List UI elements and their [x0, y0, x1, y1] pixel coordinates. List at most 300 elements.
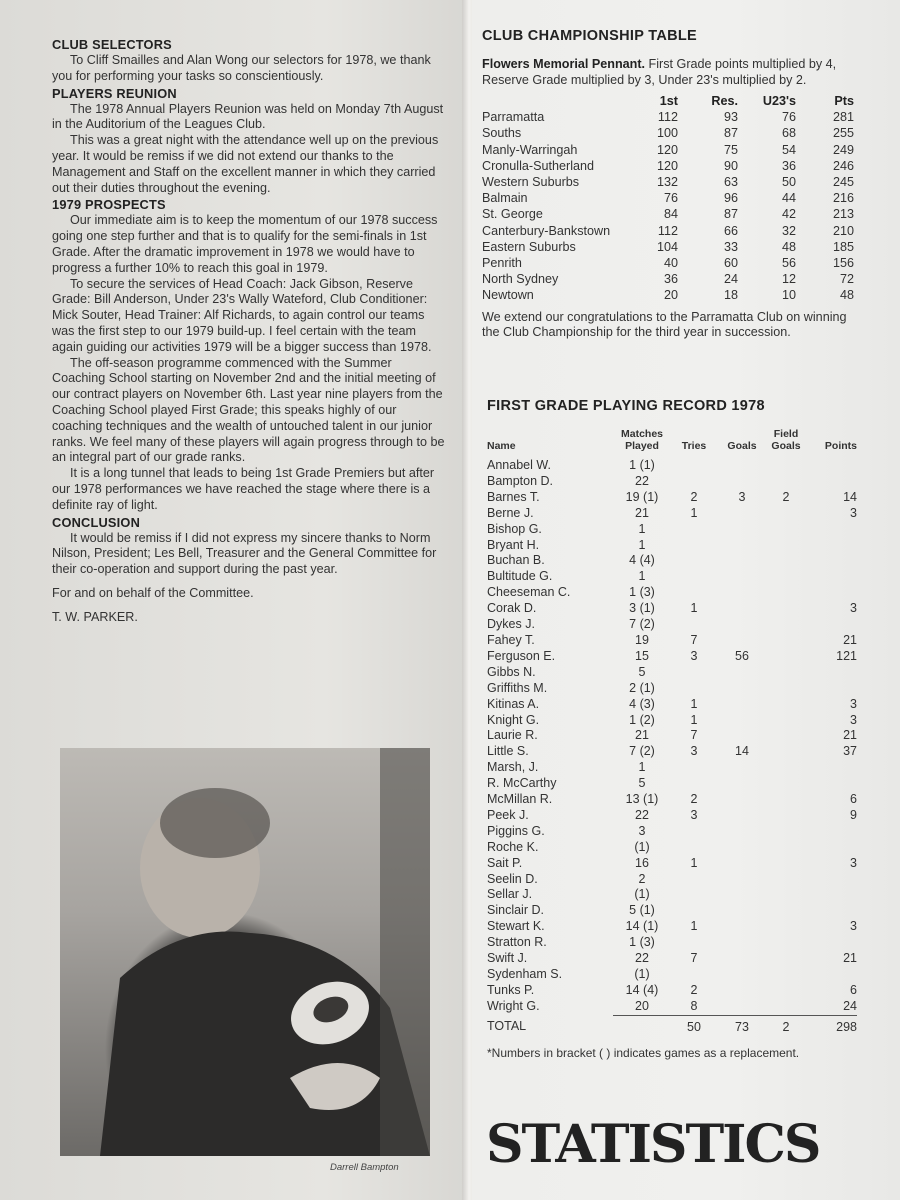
- total-row: [487, 1015, 857, 1035]
- total-matches-played-cell: [613, 1015, 671, 1035]
- matches-played-cell: 7 (2): [629, 744, 655, 759]
- player-row: [487, 840, 857, 856]
- matches-played-cell: 1: [638, 537, 646, 552]
- player-row: [487, 999, 857, 1015]
- total-field-goals-cell: 2: [767, 1015, 805, 1035]
- field-goals-cell: [767, 951, 805, 967]
- player-name-cell: Knight G.: [487, 712, 540, 727]
- championship-congrats: We extend our congratulations to the Parramatta Club on winning the Club Championship for the third year in succession.: [482, 309, 847, 340]
- field-goals-cell: [767, 728, 805, 744]
- club-selectors-heading: CLUB SELECTORS: [52, 37, 172, 52]
- tries-cell: [671, 665, 717, 681]
- points-cell: [805, 887, 857, 903]
- tries-cell: [671, 840, 717, 856]
- points-cell: [805, 840, 857, 856]
- col-header-goals: Goals: [727, 440, 757, 452]
- championship-table: [482, 93, 854, 304]
- points-cell: [805, 824, 857, 840]
- matches-played-cell: 19: [635, 632, 649, 647]
- club-points-cell: 246: [832, 158, 854, 173]
- tries-cell: 2: [690, 982, 698, 997]
- club-points-cell: 36: [781, 158, 796, 173]
- tries-cell: 1: [690, 712, 698, 727]
- prospects-text-3: The off-season programme commenced with the Summer Coaching School starting on November 2nd and the initial meeting of our contract players on November 6th. Last year nine players from the Coaching School played First Grade; this speaks highly of our coaching techniques and the wealth of untouched talent in our junior ranks. We feel many of these players will again progress through to be an integral part of our grade ranks.: [52, 355, 445, 465]
- club-points-cell: 18: [723, 288, 738, 303]
- championship-header-row: [482, 93, 854, 109]
- club-points-cell: 281: [832, 110, 854, 125]
- club-points-cell: 132: [656, 175, 678, 190]
- player-row: [487, 919, 857, 935]
- col-header-res: Res.: [711, 94, 738, 108]
- player-name-cell: Bampton D.: [487, 473, 554, 488]
- matches-played-cell: (1): [634, 887, 650, 902]
- tries-cell: 2: [690, 489, 698, 504]
- goals-cell: [717, 903, 767, 919]
- club-points-cell: 100: [656, 126, 678, 141]
- player-name-cell: Bryant H.: [487, 537, 540, 552]
- championship-row: [482, 158, 854, 174]
- playing-record-table: [487, 428, 857, 1036]
- tries-cell: 3: [690, 744, 698, 759]
- player-name-cell: Cheeseman C.: [487, 585, 571, 600]
- club-points-cell: 56: [781, 256, 796, 271]
- player-row: [487, 935, 857, 951]
- player-name-cell: Peek J.: [487, 807, 529, 822]
- field-goals-cell: [767, 569, 805, 585]
- player-row: [487, 681, 857, 697]
- goals-cell: [717, 601, 767, 617]
- matches-played-cell: (1): [634, 967, 650, 981]
- club-points-cell: 44: [781, 191, 796, 206]
- field-goals-cell: [767, 760, 805, 776]
- field-goals-cell: [767, 887, 805, 903]
- field-goals-cell: [767, 538, 805, 554]
- players-reunion-text-1: The 1978 Annual Players Reunion was held on Monday 7th August in the Auditorium of the Leagues Club.: [52, 101, 444, 132]
- goals-cell: [717, 856, 767, 872]
- prospects-heading: 1979 PROSPECTS: [52, 197, 166, 213]
- points-cell: [805, 681, 857, 697]
- goals-cell: [717, 983, 767, 999]
- player-row: [487, 776, 857, 792]
- tries-cell: [671, 824, 717, 840]
- prospects-text-4: It is a long tunnel that leads to being 1st Grade Premiers but after our 1978 performances we have reached the stage where there is a definite ray of light.: [52, 466, 435, 512]
- tries-cell: [671, 760, 717, 776]
- matches-played-cell: 21: [635, 505, 649, 520]
- tries-cell: 7: [690, 728, 698, 743]
- player-row: [487, 728, 857, 744]
- matches-played-cell: 1 (3): [629, 935, 655, 950]
- field-goals-cell: [767, 872, 805, 888]
- tries-cell: [671, 458, 717, 474]
- player-name-cell: Piggins G.: [487, 823, 545, 838]
- club-points-cell: 72: [839, 272, 854, 287]
- championship-section: [482, 28, 872, 341]
- field-goals-cell: [767, 474, 805, 490]
- total-tries-cell: 50: [671, 1015, 717, 1035]
- club-points-cell: 245: [832, 175, 854, 190]
- club-points-cell: 96: [723, 191, 738, 206]
- field-goals-cell: [767, 856, 805, 872]
- player-name-cell: Corak D.: [487, 601, 537, 616]
- matches-played-cell: 3: [638, 823, 646, 838]
- tries-cell: [671, 903, 717, 919]
- club-name: Western Suburbs: [482, 175, 580, 190]
- player-row: [487, 713, 857, 729]
- conclusion-text: It would be remiss if I did not express my sincere thanks to Norm Nilson, President; Les Bell, Treasurer and the General Committee for their co-operation and support during the past year.: [52, 530, 437, 577]
- goals-cell: [717, 681, 767, 697]
- player-name-cell: Bishop G.: [487, 521, 542, 536]
- points-cell: [805, 967, 857, 983]
- club-points-cell: 42: [781, 207, 796, 222]
- club-points-cell: 63: [723, 175, 738, 190]
- player-name-cell: Stratton R.: [487, 935, 547, 950]
- matches-played-cell: 16: [635, 855, 649, 870]
- playing-record-title: FIRST GRADE PLAYING RECORD 1978: [487, 398, 765, 414]
- club-name: Balmain: [482, 191, 528, 206]
- club-points-cell: 120: [656, 158, 678, 173]
- field-goals-cell: [767, 983, 805, 999]
- player-name-cell: Laurie R.: [487, 728, 538, 743]
- matches-played-cell: 1: [638, 760, 646, 775]
- goals-cell: [717, 935, 767, 951]
- col-header-u23: U23's: [762, 94, 796, 108]
- club-points-cell: 20: [663, 288, 678, 303]
- club-points-cell: 112: [657, 110, 678, 125]
- photo-caption: Darrell Bampton: [330, 1162, 399, 1173]
- championship-row: [482, 174, 854, 190]
- goals-cell: 14: [735, 744, 749, 759]
- matches-played-cell: 7 (2): [629, 617, 655, 632]
- player-name-cell: Kitinas A.: [487, 696, 540, 711]
- championship-row: [482, 109, 854, 125]
- players-reunion-heading: PLAYERS REUNION: [52, 85, 177, 101]
- left-column: [52, 36, 447, 626]
- player-row: [487, 538, 857, 554]
- club-name: Eastern Suburbs: [482, 239, 576, 254]
- goals-cell: [717, 792, 767, 808]
- championship-row: [482, 239, 854, 255]
- club-points-cell: 66: [723, 223, 738, 238]
- club-name: Penrith: [482, 256, 522, 271]
- field-goals-cell: 2: [782, 489, 790, 504]
- field-goals-cell: [767, 553, 805, 569]
- points-cell: [805, 474, 857, 490]
- championship-row: [482, 142, 854, 158]
- player-row: [487, 697, 857, 713]
- col-header-matches: Matches Played: [620, 428, 663, 452]
- tries-cell: [671, 776, 717, 792]
- player-name-cell: Bultitude G.: [487, 569, 553, 584]
- player-name-cell: Annabel W.: [487, 458, 551, 472]
- matches-played-cell: 19 (1): [625, 489, 659, 504]
- points-cell: 3: [850, 712, 857, 727]
- goals-cell: [717, 776, 767, 792]
- player-row: [487, 887, 857, 903]
- points-cell: [805, 776, 857, 792]
- points-cell: 3: [850, 696, 857, 711]
- points-cell: 9: [850, 807, 857, 822]
- player-name-cell: Barnes T.: [487, 489, 540, 504]
- field-goals-cell: [767, 776, 805, 792]
- matches-played-cell: 5 (1): [629, 903, 655, 918]
- player-name-cell: Sellar J.: [487, 887, 533, 902]
- matches-played-cell: 14 (1): [625, 919, 659, 934]
- matches-played-cell: 1 (1): [629, 458, 655, 472]
- player-name-cell: Swift J.: [487, 951, 528, 966]
- player-photo-illustration: [60, 748, 430, 1156]
- points-cell: 3: [850, 601, 857, 616]
- player-row: [487, 903, 857, 919]
- tries-cell: [671, 585, 717, 601]
- tries-cell: [671, 474, 717, 490]
- field-goals-cell: [767, 665, 805, 681]
- matches-played-cell: 4 (3): [629, 696, 655, 711]
- matches-played-cell: 2: [638, 871, 646, 886]
- club-points-cell: 93: [723, 110, 738, 125]
- playing-record-footnote: *Numbers in bracket ( ) indicates games as a replacement.: [487, 1045, 800, 1060]
- field-goals-cell: [767, 649, 805, 665]
- player-row: [487, 585, 857, 601]
- championship-intro-rest: First Grade points multiplied by 4, Reserve Grade multiplied by 3, Under 23's multiplied by 2.: [482, 57, 837, 87]
- club-points-cell: 156: [832, 256, 854, 271]
- championship-row: [482, 271, 854, 287]
- club-points-cell: 104: [656, 239, 678, 254]
- player-row: [487, 601, 857, 617]
- club-selectors-text: To Cliff Smailles and Alan Wong our selectors for 1978, we thank you for performing your tasks so conscientiously.: [52, 53, 431, 83]
- club-name: Newtown: [482, 288, 534, 303]
- col-header-tries: Tries: [681, 440, 707, 452]
- goals-cell: [717, 999, 767, 1015]
- matches-played-cell: 1 (3): [629, 585, 655, 600]
- field-goals-cell: [767, 617, 805, 633]
- matches-played-cell: 1 (2): [629, 712, 655, 727]
- player-name-cell: Little S.: [487, 744, 529, 759]
- field-goals-cell: [767, 792, 805, 808]
- tries-cell: 7: [690, 951, 698, 966]
- club-name: Manly-Warringah: [482, 142, 578, 157]
- points-cell: [805, 522, 857, 538]
- club-name: Canterbury-Bankstown: [482, 223, 611, 238]
- player-name-cell: Gibbs N.: [487, 664, 536, 679]
- field-goals-cell: [767, 458, 805, 474]
- goals-cell: [717, 824, 767, 840]
- player-row: [487, 617, 857, 633]
- player-row: [487, 522, 857, 538]
- points-cell: 3: [850, 919, 857, 934]
- tries-cell: 8: [690, 998, 698, 1013]
- club-name: St. George: [482, 207, 543, 222]
- tries-cell: [671, 553, 717, 569]
- club-points-cell: 40: [663, 256, 678, 271]
- tries-cell: 1: [690, 855, 698, 870]
- tries-cell: 2: [690, 792, 698, 807]
- points-cell: [805, 617, 857, 633]
- total-player-name-cell: TOTAL: [487, 1019, 527, 1034]
- goals-cell: [717, 808, 767, 824]
- points-cell: [805, 665, 857, 681]
- player-row: [487, 951, 857, 967]
- player-name-cell: Wright G.: [487, 999, 540, 1014]
- championship-row: [482, 190, 854, 206]
- club-points-cell: 213: [832, 207, 854, 222]
- goals-cell: [717, 840, 767, 856]
- matches-played-cell: 22: [635, 951, 649, 966]
- player-name-cell: Seelin D.: [487, 871, 538, 886]
- player-name-cell: Stewart K.: [487, 919, 545, 934]
- field-goals-cell: [767, 697, 805, 713]
- goals-cell: [717, 887, 767, 903]
- player-photo: [60, 748, 430, 1156]
- points-cell: 3: [850, 505, 857, 520]
- field-goals-cell: [767, 903, 805, 919]
- matches-played-cell: 21: [635, 728, 649, 743]
- player-row: [487, 760, 857, 776]
- tries-cell: [671, 967, 717, 983]
- player-name-cell: Sinclair D.: [487, 903, 544, 918]
- goals-cell: [717, 967, 767, 983]
- matches-played-cell: 5: [638, 776, 646, 791]
- points-cell: 21: [843, 728, 857, 743]
- goals-cell: [717, 474, 767, 490]
- player-row: [487, 458, 857, 474]
- matches-played-cell: (1): [634, 839, 650, 854]
- player-row: [487, 665, 857, 681]
- prospects-text-1: Our immediate aim is to keep the momentum of our 1978 success going one step further and that is to qualify for the semi-finals in 1st Grade. After the dramatic improvement in 1978 we would have to progress a further 10% to reach this goal in 1979.: [52, 213, 438, 275]
- player-row: [487, 856, 857, 872]
- points-cell: [805, 569, 857, 585]
- col-header-name: Name: [487, 440, 516, 452]
- tries-cell: 1: [690, 696, 698, 711]
- player-row: [487, 808, 857, 824]
- tries-cell: 3: [690, 807, 698, 822]
- club-points-cell: 255: [832, 126, 854, 141]
- player-row: [487, 983, 857, 999]
- club-points-cell: 120: [656, 142, 678, 157]
- player-name-cell: Berne J.: [487, 505, 534, 520]
- player-row: [487, 506, 857, 522]
- points-cell: 3: [850, 855, 857, 870]
- player-row: [487, 872, 857, 888]
- club-points-cell: 76: [663, 191, 678, 206]
- player-row: [487, 649, 857, 665]
- col-header-field-goals: Field Goals: [771, 428, 801, 452]
- goals-cell: [717, 585, 767, 601]
- club-name: Cronulla-Sutherland: [482, 158, 595, 173]
- matches-played-cell: 22: [635, 473, 649, 488]
- club-points-cell: 112: [657, 223, 678, 238]
- goals-cell: [717, 633, 767, 649]
- player-name-cell: Ferguson E.: [487, 648, 556, 663]
- championship-intro-bold: Flowers Memorial Pennant.: [482, 57, 646, 71]
- club-points-cell: 90: [723, 158, 738, 173]
- goals-cell: [717, 951, 767, 967]
- points-cell: [805, 872, 857, 888]
- player-name-cell: Griffiths M.: [487, 680, 548, 695]
- tries-cell: [671, 681, 717, 697]
- player-row: [487, 967, 857, 983]
- players-reunion-text-2: This was a great night with the attendance well up on the previous year. It would be remiss if we did not extend our thanks to the Management and Staff on the excellent manner in which they carried out their duties throughout the evening.: [52, 133, 439, 195]
- tries-cell: [671, 569, 717, 585]
- field-goals-cell: [767, 808, 805, 824]
- goals-cell: [717, 522, 767, 538]
- goals-cell: [717, 553, 767, 569]
- playing-record-section: [487, 398, 877, 1060]
- club-points-cell: 33: [723, 239, 738, 254]
- tries-cell: 1: [690, 601, 698, 616]
- player-name-cell: Sait P.: [487, 855, 523, 870]
- col-header-points: Points: [824, 440, 857, 452]
- goals-cell: [717, 569, 767, 585]
- points-cell: 21: [843, 951, 857, 966]
- field-goals-cell: [767, 824, 805, 840]
- matches-played-cell: 4 (4): [629, 553, 655, 568]
- field-goals-cell: [767, 713, 805, 729]
- field-goals-cell: [767, 522, 805, 538]
- goals-cell: [717, 538, 767, 554]
- total-goals-cell: 73: [717, 1015, 767, 1035]
- player-name-cell: McMillan R.: [487, 792, 553, 807]
- statistics-banner: STATISTICS: [486, 1114, 820, 1175]
- points-cell: [805, 585, 857, 601]
- club-points-cell: 249: [832, 142, 854, 157]
- player-row: [487, 633, 857, 649]
- club-points-cell: 12: [781, 272, 796, 287]
- matches-played-cell: 14 (4): [625, 982, 659, 997]
- player-name-cell: Sydenham S.: [487, 967, 563, 981]
- playing-record-header-row: [487, 428, 857, 452]
- points-cell: 6: [850, 982, 857, 997]
- goals-cell: [717, 617, 767, 633]
- goals-cell: [717, 506, 767, 522]
- field-goals-cell: [767, 506, 805, 522]
- player-name-cell: Marsh, J.: [487, 760, 539, 775]
- matches-played-cell: 15: [635, 648, 649, 663]
- player-name-cell: Fahey T.: [487, 632, 535, 647]
- points-cell: 6: [850, 792, 857, 807]
- total-points-cell: 298: [805, 1015, 857, 1035]
- field-goals-cell: [767, 999, 805, 1015]
- tries-cell: [671, 935, 717, 951]
- championship-row: [482, 255, 854, 271]
- club-name: Parramatta: [482, 110, 545, 125]
- points-cell: 37: [843, 744, 857, 759]
- tries-cell: 7: [690, 632, 698, 647]
- field-goals-cell: [767, 601, 805, 617]
- club-points-cell: 87: [723, 207, 738, 222]
- club-points-cell: 68: [781, 126, 796, 141]
- player-row: [487, 744, 857, 760]
- tries-cell: [671, 617, 717, 633]
- tries-cell: 3: [690, 648, 698, 663]
- player-name-cell: Tunks P.: [487, 982, 535, 997]
- championship-row: [482, 223, 854, 239]
- goals-cell: [717, 713, 767, 729]
- goals-cell: [717, 872, 767, 888]
- player-row: [487, 474, 857, 490]
- tries-cell: [671, 887, 717, 903]
- club-name: North Sydney: [482, 272, 559, 287]
- championship-row: [482, 287, 854, 303]
- field-goals-cell: [767, 919, 805, 935]
- col-header-1st: 1st: [659, 94, 678, 108]
- points-cell: [805, 935, 857, 951]
- player-row: [487, 490, 857, 506]
- goals-cell: [717, 760, 767, 776]
- matches-played-cell: 3 (1): [629, 601, 655, 616]
- player-name-cell: Buchan B.: [487, 553, 545, 568]
- player-name-cell: R. McCarthy: [487, 776, 557, 791]
- points-cell: [805, 553, 857, 569]
